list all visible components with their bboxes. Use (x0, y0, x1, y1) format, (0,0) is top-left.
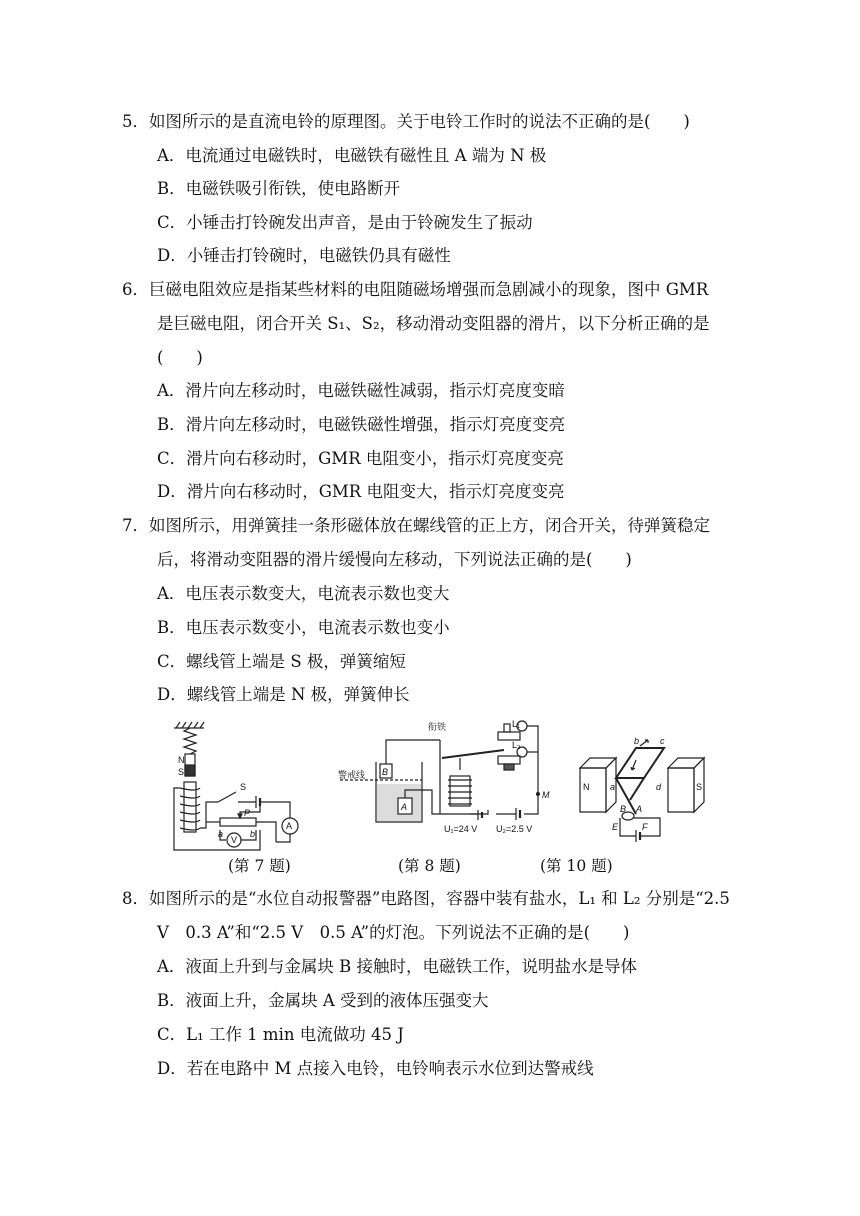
fig8-l2-label: L₂ (512, 740, 521, 750)
fig8-warning-line-label: 警戒线 (338, 770, 366, 780)
q8-stem-line1: 8．如图所示的是“水位自动报警器”电路图，容器中装有盐水，L₁ 和 L₂ 分别是“2.5 (122, 889, 730, 908)
q7-option-a: A．电压表示数变大，电流表示数也变大 (157, 584, 450, 603)
fig10-label-F: F (642, 822, 648, 832)
q6-stem-line3: ( ) (157, 348, 203, 367)
q5-option-b: B．电磁铁吸引衔铁，使电路断开 (157, 179, 401, 198)
q6-option-d: D．滑片向右移动时，GMR 电阻变大，指示灯亮度变亮 (157, 482, 565, 501)
q5-option-d: D．小锤击打铃碗时，电磁铁仍具有磁性 (157, 246, 451, 265)
fig8-block-b: B (382, 767, 389, 777)
q5-stem: 5．如图所示的是直流电铃的原理图。关于电铃工作时的说法不正确的是( ) (122, 112, 690, 131)
q6-option-c: C．滑片向右移动时，GMR 电阻变小，指示灯亮度变亮 (157, 449, 564, 468)
fig8-u2-label: U₂=2.5 V (496, 824, 533, 834)
q7-option-c: C．螺线管上端是 S 极，弹簧缩短 (157, 652, 406, 671)
q6-option-b: B．滑片向左移动时，电磁铁磁性增强，指示灯亮度变亮 (157, 415, 566, 434)
fig7-label-b: b (250, 829, 256, 839)
fig8-l1-label: L₁ (512, 719, 521, 729)
fig7-ammeter-label: A (286, 821, 293, 831)
fig7-voltmeter-label: V (231, 835, 238, 845)
fig8-block-a: A (401, 802, 408, 812)
fig8-u1-label: U₁=24 V (444, 824, 478, 834)
q7-stem-line1: 7．如图所示，用弹簧挂一条形磁体放在螺线管的正上方，闭合开关，待弹簧稳定 (122, 516, 710, 535)
q6-stem-line1: 6．巨磁电阻效应是指某些材料的电阻随磁场增强而急剧减小的现象，图中 GMR (122, 280, 709, 299)
fig7-label-s: S (178, 767, 185, 777)
q7-option-b: B．电压表示数变小，电流表示数也变小 (157, 618, 450, 637)
fig7-label-n: N (178, 755, 185, 765)
q7-option-d: D．螺线管上端是 N 极，弹簧伸长 (157, 685, 410, 704)
fig10-label-b-lower: b (634, 736, 640, 746)
fig10-label-n: N (583, 782, 590, 792)
q8-stem-line2: V 0.3 A”和“2.5 V 0.5 A”的灯泡。下列说法不正确的是( ) (157, 923, 630, 942)
fig10-label-s: S (696, 782, 703, 792)
fig7-label-p: P (244, 808, 251, 818)
fig8-armature-label: 衔铁 (428, 722, 447, 732)
q6-stem-line2: 是巨磁电阻，闭合开关 S₁、S₂，移动滑动变阻器的滑片，以下分析正确的是 (157, 314, 710, 333)
fig10-label-a-lower: a (610, 782, 616, 792)
fig7-caption: (第 7 题) (228, 857, 291, 875)
fig10-label-E: E (612, 822, 619, 832)
q8-option-b: B．液面上升，金属块 A 受到的液体压强变大 (157, 991, 489, 1010)
q8-option-d: D．若在电路中 M 点接入电铃，电铃响表示水位到达警戒线 (157, 1059, 594, 1078)
fig7-label-switch: S (240, 782, 247, 792)
fig10-caption: (第 10 题) (540, 857, 613, 875)
q7-stem-line2: 后，将滑动变阻器的滑片缓慢向左移动，下列说法正确的是( ) (157, 550, 632, 569)
fig10-label-B: B (620, 804, 627, 814)
figure-7-diagram (174, 722, 298, 850)
fig8-caption: (第 8 题) (398, 857, 461, 875)
q5-option-a: A．电流通过电磁铁时，电磁铁有磁性且 A 端为 N 极 (157, 146, 547, 165)
q8-option-a: A．液面上升到与金属块 B 接触时，电磁铁工作，说明盐水是导体 (157, 957, 638, 976)
figure-8-diagram (340, 721, 540, 822)
fig8-m-label: M (542, 790, 550, 800)
q5-option-c: C．小锤击打铃碗发出声音，是由于铃碗发生了振动 (157, 213, 533, 232)
q6-option-a: A．滑片向左移动时，电磁铁磁性减弱，指示灯亮度变暗 (157, 381, 565, 400)
fig7-label-a: a (218, 829, 224, 839)
q8-option-c: C．L₁ 工作 1 min 电流做功 45 J (157, 1025, 404, 1044)
fig10-label-d: d (656, 782, 662, 792)
fig10-label-A: A (636, 804, 643, 814)
fig10-label-c: c (660, 736, 665, 746)
